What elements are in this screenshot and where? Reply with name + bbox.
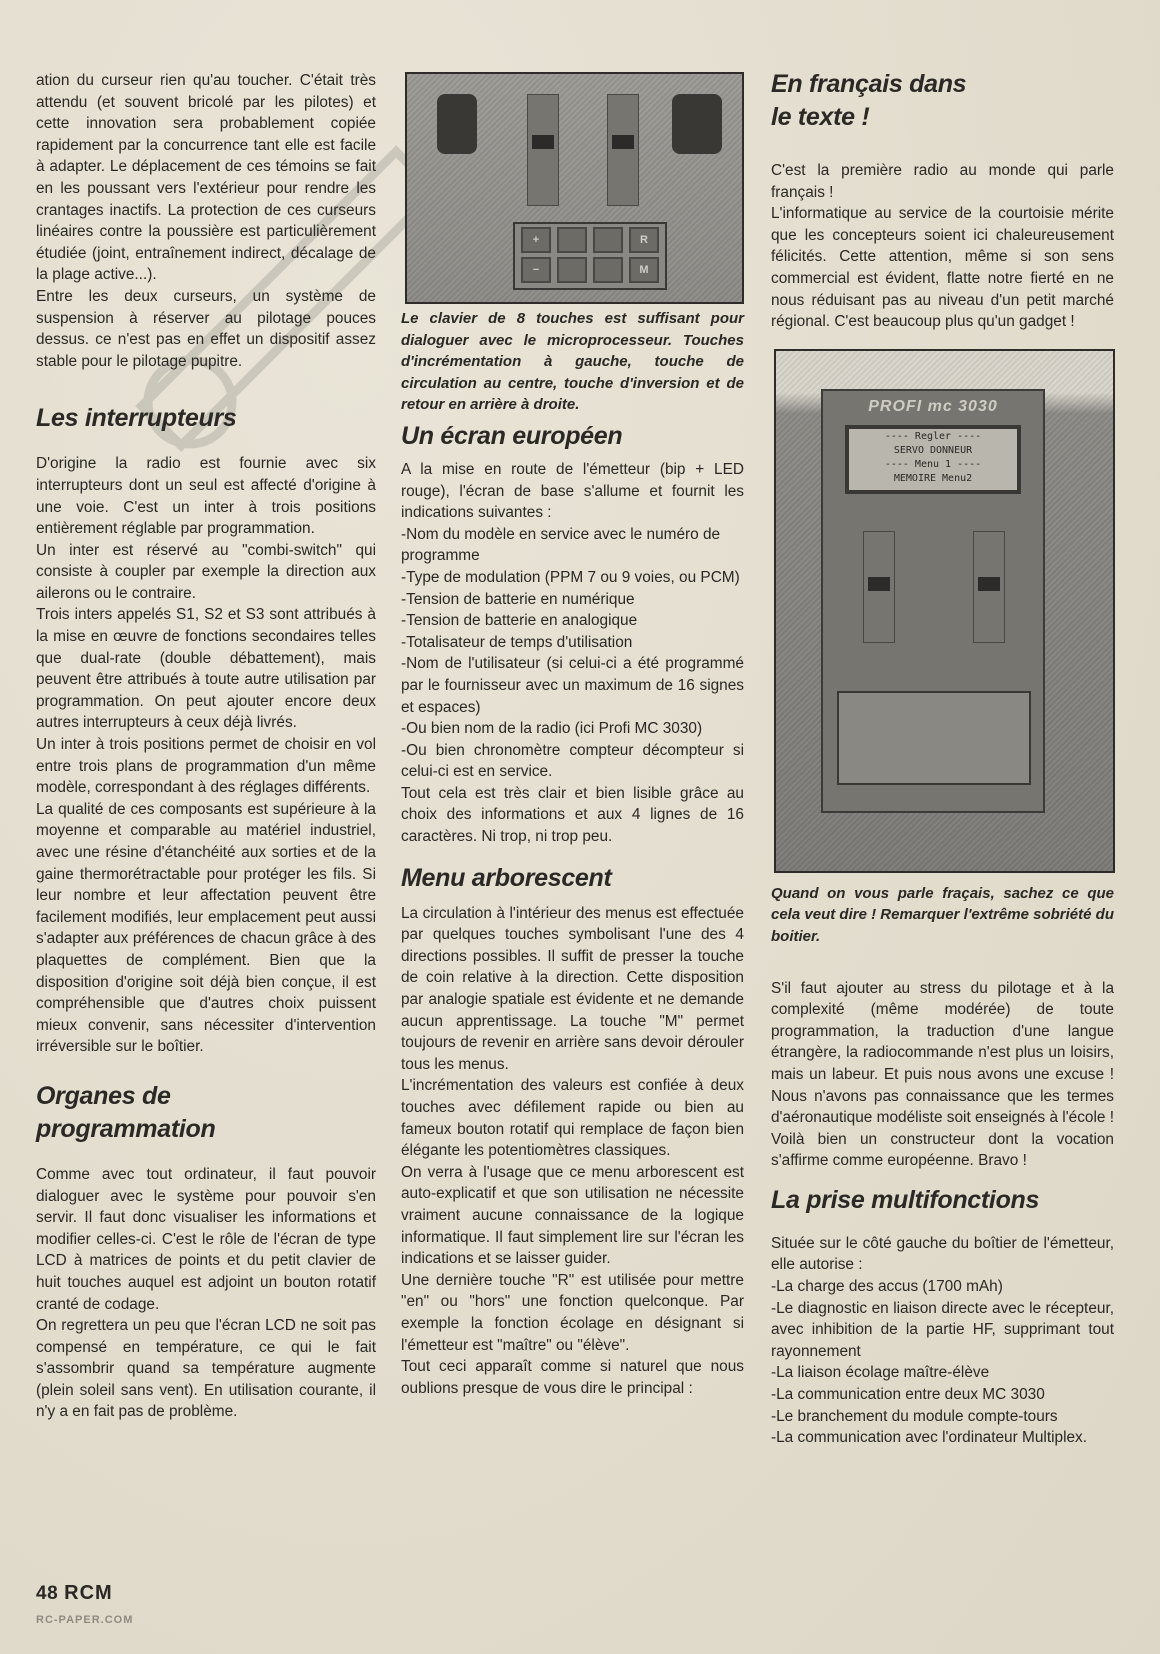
paragraph: Située sur le côté gauche du boîtier de l'émetteur, elle autorise : xyxy=(771,1234,1114,1274)
paragraph: Tout cela est très clair et bien lisible grâce au choix des informations et aux 4 lignes de 16 caractères. Ni trop, ni trop peu. xyxy=(401,784,744,846)
watermark-text: RC-PAPER.COM xyxy=(36,1614,134,1626)
paragraph: A la mise en route de l'émetteur (bip + LED rouge), l'écran de base s'allume et fournit les indications suivantes : xyxy=(401,460,744,522)
photo-caption: Le clavier de 8 touches est suffisant pour dialoguer avec le microprocesseur. Touches d'incrémentation à gauche, touche de circulation au centre, touche d'inversion et de retour en arrière à droite. xyxy=(401,310,744,414)
list-item: -Totalisateur de temps d'utilisation xyxy=(401,633,633,651)
paragraph: Entre les deux curseurs, un système de suspension à réserver au pilotage pouces dessus. ce n'est pas en effet un dispositif assez stable pour le pilotage pupitre. xyxy=(36,287,376,370)
heading-line: En français dans xyxy=(771,70,967,98)
lcd-line: ---- Regler ---- xyxy=(884,430,982,442)
trim-slider xyxy=(973,531,1005,643)
list-item: -Ou bien nom de la radio (ici Profi MC 3030) xyxy=(401,720,703,738)
page-footer xyxy=(36,1582,113,1605)
transmitter-body xyxy=(821,389,1045,813)
key-minus: − xyxy=(521,257,551,283)
heading-line: Organes de xyxy=(36,1081,171,1110)
brand-logo: PROFI mc 3030 xyxy=(868,397,998,415)
paragraph: Comme avec tout ordinateur, il faut pouvoir dialoguer avec le système pour pouvoir s'en servir. Il faut donc visualiser les informations et modifier celles-ci. C'est le rôle de l'écran de type LCD à matrices de points et du petit clavier de huit touches auquel est adjoint un bouton rotatif cranté de codage. xyxy=(36,1165,376,1313)
stick-icon xyxy=(437,94,477,154)
paragraph: C'est la première radio au monde qui parle français ! xyxy=(771,162,1114,201)
key xyxy=(593,257,623,283)
paragraph: Une dernière touche "R" est utilisée pour mettre "en" ou "hors" une fonction quelconque. Par exemple la fonction écolage en désignant si l'émetteur est "maître" ou "élève". xyxy=(401,1271,744,1354)
paragraph: L'incrémentation des valeurs est confiée à deux touches avec défilement rapide ou bien au fameux bouton rotatif qui remplace de façon bien élégante les potentiomètres classiques. xyxy=(401,1077,744,1160)
paragraph: Tout ceci apparaît comme si naturel que nous oublions presque de vous dire le principal : xyxy=(401,1358,744,1397)
paragraph: Un inter à trois positions permet de choisir en vol entre trois plans de programmation d'un même modèle, correspondant à des réglages différents. xyxy=(36,736,376,797)
lcd-line: ---- Menu 1 ---- xyxy=(884,458,982,470)
stick-icon xyxy=(672,94,722,154)
list-item: -La liaison écolage maître-élève xyxy=(771,1364,990,1382)
paragraph: D'origine la radio est fournie avec six interrupteurs dont un seul est affecté d'origine à une voie. C'est un inter à trois positions entièrement réglable par programmation. xyxy=(36,455,376,538)
paragraph: La circulation à l'intérieur des menus est effectuée par quelques touches symbolisant l'une des 4 directions possibles. Il suffit de presser la touche de coin relative à la direction. Cette disposition par analogie spatiale est évidente et ne demande aucun apprentissage. La touche "M" permet toujours de revenir en arrière sans devoir dérouler tous les menus. xyxy=(401,904,744,1073)
heading-line: programmation xyxy=(36,1114,216,1143)
section-heading-menu: Menu arborescent xyxy=(401,863,612,892)
text-block xyxy=(771,978,1114,1172)
paragraph: Un inter est réservé au "combi-switch" qui consiste à coupler par exemple la direction aux ailerons ou le contraire. xyxy=(36,541,376,602)
list-item: -Le diagnostic en liaison directe avec le récepteur, avec inhibition de la partie HF, supprimant tout rayonnement xyxy=(771,1299,1114,1360)
trim-slider xyxy=(527,94,559,206)
list-item: -Tension de batterie en analogique xyxy=(401,612,638,630)
keypad xyxy=(513,222,667,290)
photo-caption: Quand on vous parle fraçais, sachez ce que cela veut dire ! Remarquer l'extrême sobriété du boitier. xyxy=(771,884,1114,945)
list-item: -La communication avec l'ordinateur Multiplex. xyxy=(771,1429,1088,1447)
list-item: -Nom de l'utilisateur (si celui-ci a été programmé par le fournisseur avec un maximum de 16 signes et espaces) xyxy=(401,655,744,716)
key-r: R xyxy=(629,227,659,253)
heading-line: le texte ! xyxy=(771,103,870,131)
paragraph: On verra à l'usage que ce menu arborescent est auto-explicatif et que son utilisation ne nécessite vraiment aucune connaissance de la logique informatique. Il faut simplement lire sur l'écran les indications et se laisser guider. xyxy=(401,1163,744,1268)
list-item: -Tension de batterie en numérique xyxy=(401,590,635,608)
key-plus: + xyxy=(521,227,551,253)
trim-slider xyxy=(863,531,895,643)
section-heading-interrupteurs: Les interrupteurs xyxy=(36,404,237,433)
list-item: -La charge des accus (1700 mAh) xyxy=(771,1278,1003,1296)
column-3 xyxy=(771,68,1114,1449)
list-item: -La communication entre deux MC 3030 xyxy=(771,1386,1045,1404)
key xyxy=(557,257,587,283)
column-2 xyxy=(401,72,744,1399)
list-item: -Le branchement du module compte-tours xyxy=(771,1407,1058,1425)
section-heading-organes xyxy=(36,1080,376,1146)
column-1 xyxy=(36,70,376,1423)
transmitter-photo xyxy=(774,349,1115,873)
section-heading-francais xyxy=(771,68,1114,134)
magazine-logo: RCM xyxy=(64,1582,113,1604)
keypad xyxy=(837,691,1031,785)
key xyxy=(593,227,623,253)
key-m: M xyxy=(629,257,659,283)
list-item: -Nom du modèle en service avec le numéro de programme xyxy=(401,525,721,565)
list-item: -Type de modulation (PPM 7 ou 9 voies, ou PCM) xyxy=(401,568,740,586)
paragraph: On regrettera un peu que l'écran LCD ne soit pas compensé en température, ce qui le fait s'assombrir quand sa température augmente (plein soleil sans vent). En utilisation courante, il n'y a en fait pas de problème. xyxy=(36,1317,376,1421)
paragraph: S'il faut ajouter au stress du pilotage et à la complexité (même modérée) de toute programmation, la traduction d'une langue étrangère, la radiocommande n'est plus un loisirs, mais un labeur. Et puis nous avons une excuse ! Nous n'avons pas connaissance que les termes d'aéronautique modéliste soit enseignés à l'école ! xyxy=(771,979,1114,1127)
lcd-line: MEMOIRE Menu2 xyxy=(893,472,973,484)
page-number: 48 xyxy=(36,1583,59,1604)
trim-slider xyxy=(607,94,639,206)
paragraph: L'informatique au service de la courtoisie mérite que les concepteurs soient ici chaleureusement félicités. Cette attention, même si son sens commercial est évident, flatte notre fierté en ne nous réduisant pas au niveau d'un petit marché régional. C'est beaucoup plus qu'un gadget ! xyxy=(771,205,1114,331)
section-heading-ecran: Un écran européen xyxy=(401,421,623,450)
paragraph: Voilà bien un constructeur dont la vocation s'affirme comme européenne. Bravo ! xyxy=(771,1130,1114,1170)
paragraph: ation du curseur rien qu'au toucher. C'était très attendu (et souvent bricolé par les pilotes) et cette innovation sera probablement copiée rapidement par la concurrence tant elle est facile à adapter. Le déplacement de ces témoins se fait en les poussant vers l'extérieur pour rendre les crantages inactifs. La protection de ces curseurs linéaires contre la poussière est particulièrement étudiée (joint, entraînement indirect, décalage de la plage active...). xyxy=(36,72,376,284)
lcd-screen xyxy=(845,425,1021,494)
keyboard-photo xyxy=(405,72,744,304)
paragraph: Trois inters appelés S1, S2 et S3 sont attribués à la mise en œuvre de fonctions secondaires telles que dual-rate (double débattement), mais peuvent être attribués à toute autre utilisation par programmation. On peut ajouter encore deux autres interrupteurs à ceux déjà livrés. xyxy=(36,606,376,732)
paragraph: La qualité de ces composants est supérieure à la moyenne et comparable au matériel industriel, avec une résine d'étanchéité aux sorties et de la gaine thermorétractable pour protéger les fils. Si leur nombre et leur affectation peuvent être facilement modifiés, leur emplacement peut aussi s'adapter aux préférences de chacun grâce à des plaquettes de complément. Bien que la disposition d'origine soit déjà bien conçue, il est compréhensible que d'autres choix puissent mieux convenir, sans nécessiter d'intervention irréversible sur le boîtier. xyxy=(36,800,376,1056)
list-item: -Ou bien chronomètre compteur décompteur si celui-ci est en service. xyxy=(401,741,744,781)
section-heading-prise: La prise multifonctions xyxy=(771,1185,1040,1214)
key xyxy=(557,227,587,253)
lcd-line: SERVO DONNEUR xyxy=(893,444,973,456)
